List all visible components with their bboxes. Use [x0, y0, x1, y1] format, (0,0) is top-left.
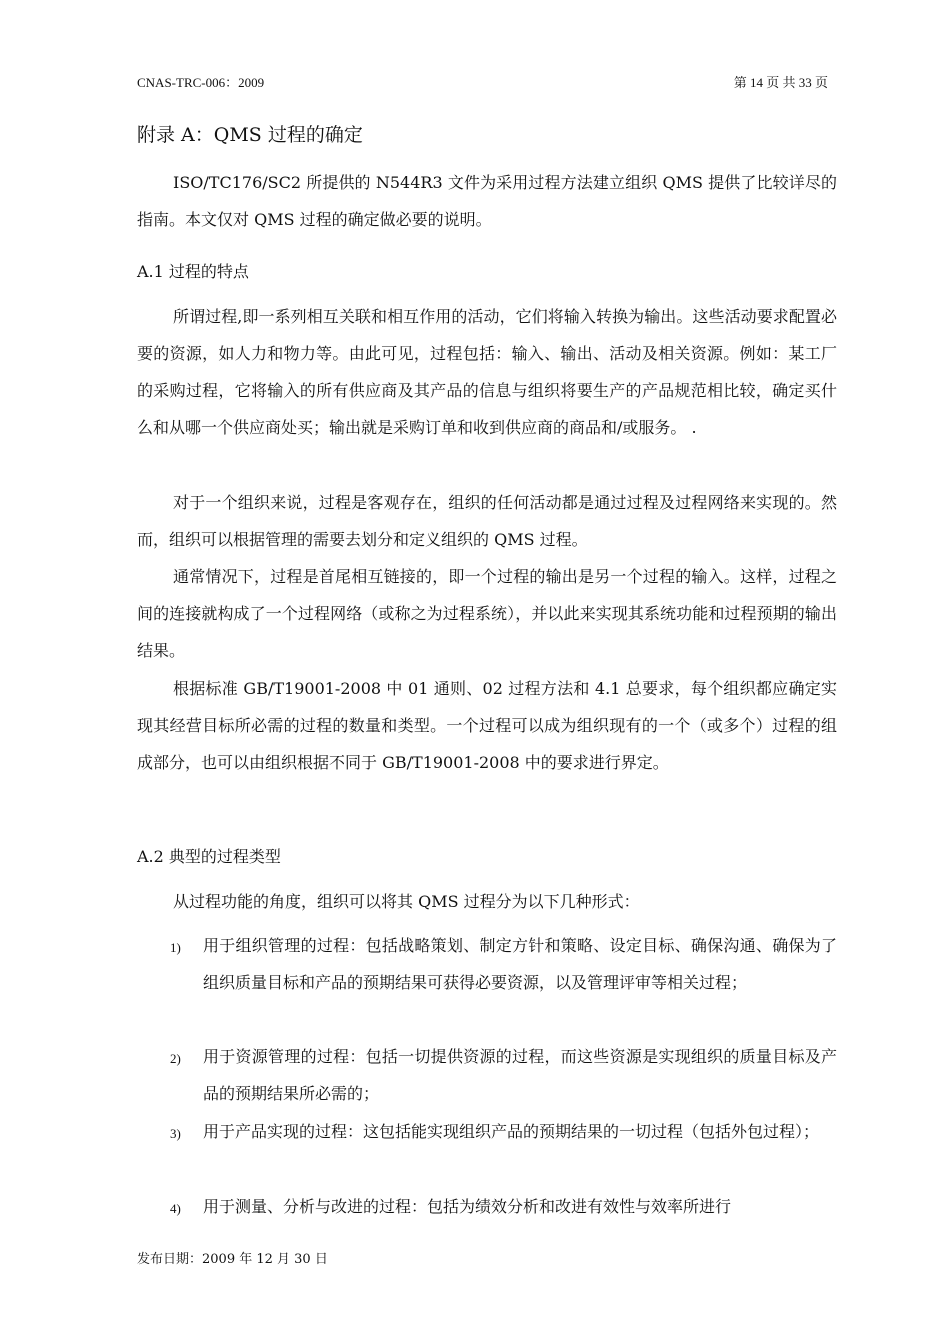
list-item-number: 4) — [170, 1201, 181, 1216]
section-a2-heading: A.2 典型的过程类型 — [137, 847, 281, 866]
intro-paragraph: ISO/TC176/SC2 所提供的 N544R3 文件为采用过程方法建立组织 QMS 提供了比较详尽的指南。本文仅对 QMS 过程的确定做必要的说明。 — [137, 173, 837, 229]
list-item-number: 1) — [170, 940, 181, 955]
footer-publish-date: 发布日期：2009 年 12 月 30 日 — [137, 1252, 328, 1267]
list-item-text: 用于组织管理的过程：包括战略策划、制定方针和策略、设定目标、确保沟通、确保为了组织质量目标和产品的预期结果可获得必要资源，以及管理评审等相关过程； — [203, 936, 837, 992]
section-a1-paragraph-1: 所谓过程,即一系列相互关联和相互作用的活动，它们将输入转换为输出。这些活动要求配置必要的资源，如人力和物力等。由此可见，过程包括：输入、输出、活动及相关资源。例如：某工厂的采购过程，它将输入的所有供应商及其产品的信息与组织将要生产的产品规范相比较，确定买什么和从哪一个供应商处买；输出就是采购订单和收到供应商的商品和/或服务。 . — [137, 307, 837, 437]
section-a1-paragraph-2: 对于一个组织来说，过程是客观存在，组织的任何活动都是通过过程及过程网络来实现的。然而，组织可以根据管理的需要去划分和定义组织的 QMS 过程。 — [137, 493, 837, 549]
list-item — [170, 1188, 837, 1225]
list-item-number: 3) — [170, 1126, 181, 1141]
appendix-title: 附录 A：QMS 过程的确定 — [137, 124, 363, 146]
list-item-text: 用于资源管理的过程：包括一切提供资源的过程，而这些资源是实现组织的质量目标及产品的预期结果所必需的； — [203, 1047, 837, 1103]
list-item — [170, 1038, 837, 1112]
list-item-text: 用于测量、分析与改进的过程：包括为绩效分析和改进有效性与效率所进行 — [203, 1197, 732, 1216]
section-a2-intro: 从过程功能的角度，组织可以将其 QMS 过程分为以下几种形式： — [173, 892, 640, 911]
section-a1-paragraph-3: 通常情况下，过程是首尾相互链接的，即一个过程的输出是另一个过程的输入。这样，过程之间的连接就构成了一个过程网络（或称之为过程系统），并以此来实现其系统功能和过程预期的输出结果。 — [137, 567, 837, 660]
list-item — [170, 927, 837, 1001]
list-item-text: 用于产品实现的过程：这包括能实现组织产品的预期结果的一切过程（包括外包过程）； — [203, 1122, 820, 1141]
section-a1-paragraph-4: 根据标准 GB/T19001-2008 中 01 通则、02 过程方法和 4.1 总要求，每个组织都应确定实现其经营目标所必需的过程的数量和类型。一个过程可以成为组织现有的一个（或多个）过程的组成部分，也可以由组织根据不同于 GB/T19001-2008 中的要求进行界定。 — [137, 679, 837, 772]
header-doc-id: CNAS-TRC-006：2009 — [137, 75, 265, 90]
list-item-number: 2) — [170, 1051, 181, 1066]
header-page-info: 第 14 页 共 33 页 — [733, 75, 828, 90]
section-a1-heading: A.1 过程的特点 — [137, 262, 249, 281]
list-item — [170, 1113, 837, 1150]
